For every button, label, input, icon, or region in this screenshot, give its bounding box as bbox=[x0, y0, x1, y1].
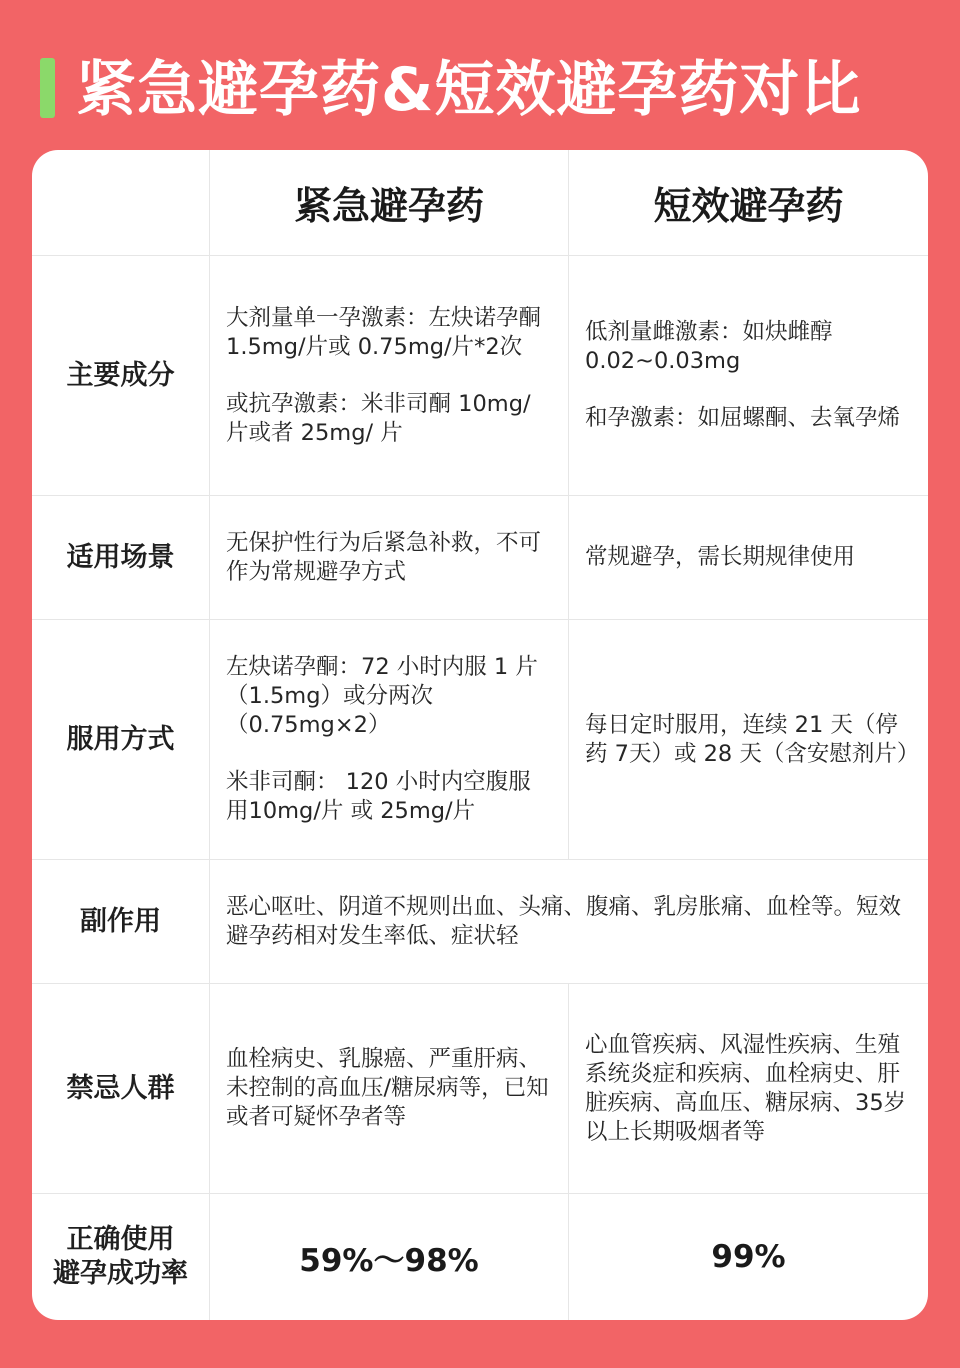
side-effects-text: 恶心呕吐、阴道不规则出血、头痛、腹痛、乳房胀痛、血栓等。短效避孕药相对发生率低、症状轻 bbox=[226, 893, 902, 949]
side-effects-merged bbox=[210, 860, 928, 984]
ingredients-short-acting bbox=[569, 256, 928, 496]
row-label-contraindications: 禁忌人群 bbox=[32, 984, 210, 1194]
scenario-short-acting bbox=[569, 496, 928, 620]
dosage-emergency-line: 米非司酮： 120 小时内空腹服用10mg/片 或 25mg/片 bbox=[226, 769, 531, 824]
ingredients-emergency bbox=[210, 256, 569, 496]
dosage-emergency bbox=[210, 620, 569, 860]
scenario-emergency-text: 无保护性行为后紧急补救，不可作为常规避孕方式 bbox=[226, 529, 542, 585]
row-label-success-rate-line2: 避孕成功率 bbox=[53, 1258, 188, 1289]
row-label-success-rate-line1: 正确使用 bbox=[66, 1224, 175, 1255]
scenario-emergency bbox=[210, 496, 569, 620]
page-title: 紧急避孕药&短效避孕药对比 bbox=[76, 55, 862, 125]
dosage-emergency-line: 左炔诺孕酮：72 小时内服 1 片（1.5mg）或分两次（0.75mg×2） bbox=[226, 654, 538, 738]
header-emergency-pill: 紧急避孕药 bbox=[210, 150, 569, 256]
contraindications-emergency-text: 血栓病史、乳腺癌、严重肝病、未控制的高血压/糖尿病等，已知或者可疑怀孕者等 bbox=[226, 1046, 549, 1130]
ingredients-emergency-line: 或抗孕激素：米非司酮 10mg/ 片或者 25mg/ 片 bbox=[226, 390, 531, 446]
contraindications-short-acting bbox=[569, 984, 928, 1194]
row-label-dosage: 服用方式 bbox=[32, 620, 210, 860]
ingredients-short-acting-line: 低剂量雌激素：如炔雌醇 0.02~0.03mg bbox=[585, 319, 833, 374]
comparison-table bbox=[32, 150, 928, 1320]
header-short-acting-pill: 短效避孕药 bbox=[569, 150, 928, 256]
row-label-scenario: 适用场景 bbox=[32, 496, 210, 620]
contraindications-emergency bbox=[210, 984, 569, 1194]
comparison-card bbox=[32, 150, 928, 1320]
scenario-short-acting-text: 常规避孕，需长期规律使用 bbox=[585, 544, 856, 570]
row-label-side-effects: 副作用 bbox=[32, 860, 210, 984]
dosage-short-acting-text: 每日定时服用，连续 21 天（停药 7天）或 28 天（含安慰剂片） bbox=[585, 711, 920, 767]
row-label-ingredients: 主要成分 bbox=[32, 256, 210, 496]
ingredients-emergency-line: 大剂量单一孕激素：左炔诺孕酮 1.5mg/片或 0.75mg/片*2次 bbox=[226, 304, 542, 360]
success-rate-emergency: 59%～98% bbox=[210, 1194, 569, 1320]
title-accent-bar bbox=[40, 58, 55, 118]
success-rate-short-acting: 99% bbox=[711, 1239, 786, 1275]
ingredients-short-acting-line: 和孕激素：如屈螺酮、去氧孕烯 bbox=[585, 405, 901, 431]
dosage-short-acting bbox=[569, 620, 928, 860]
row-label-success-rate bbox=[32, 1194, 210, 1320]
header-empty-cell bbox=[32, 150, 210, 256]
contraindications-short-acting-text: 心血管疾病、风湿性疾病、生殖系统炎症和疾病、血栓病史、肝脏疾病、高血压、糖尿病、35岁以上长期吸烟者等 bbox=[585, 1031, 907, 1145]
